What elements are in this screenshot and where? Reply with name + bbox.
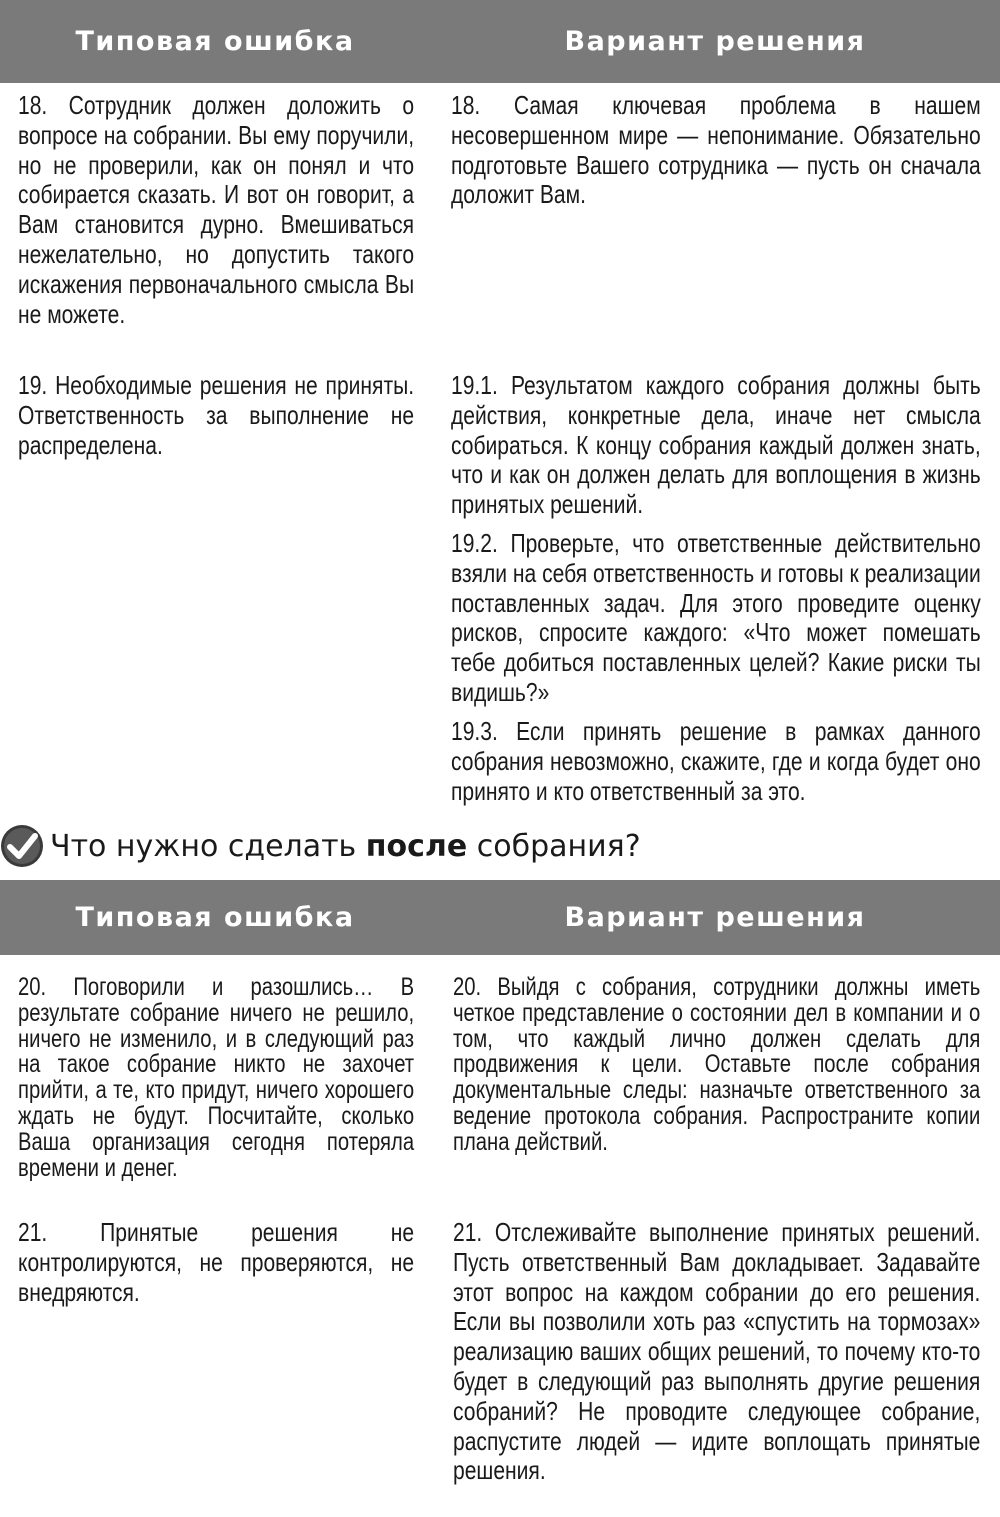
solution-19-2: 19.2. Проверьте, что ответственные действительно взяли на себя ответственность и готовы к реализации поставленных задач. Для этого проведите оценку рисков, спросите каждого: «Что может помешать тебе добиться поставленных целей? Какие риски ты видишь?»	[451, 528, 981, 707]
solution-19-3: 19.3. Если принять решение в рамках данного собрания невозможно, скажите, где и когда будет оно принято и кто ответственный за это.	[451, 716, 981, 806]
error-20: 20. Поговорили и разошлись… В результате собрание ничего не решило, ничего не изменило, и в следующий раз на такое собрание никто не захочет прийти, а те, кто придут, ничего хорошего ждать не будут. Посчитайте, сколько Ваша организация сегодня потеряла времени и денег.	[18, 973, 415, 1182]
table2-header-error: Типовая ошибка	[75, 902, 355, 933]
error-18: 18. Сотрудник должен доложить о вопросе на собрании. Вы ему поручили, но не проверили, как он понял и что собирается сказать. И вот он говорит, а Вам становится дурно. Вмешиваться нежелательно, но допустить такого искажения первоначального смысла Вы не можете.	[18, 90, 415, 329]
error-21: 21. Принятые решения не контролируются, не проверяются, не внедряются.	[18, 1217, 415, 1307]
section-title-before: Что нужно сделать	[50, 828, 366, 864]
table1-header	[0, 0, 1000, 83]
section-title	[0, 820, 641, 872]
table1-header-solution: Вариант решения	[564, 26, 866, 57]
checkmark-icon	[0, 824, 44, 868]
table1-header-error: Типовая ошибка	[75, 26, 355, 57]
solution-18: 18. Самая ключевая проблема в нашем несовершенном мире — непонимание. Обязательно подготовьте Вашего сотрудника — пусть он сначала доложит Вам.	[451, 90, 981, 210]
table2-header	[0, 880, 1000, 955]
solution-21: 21. Отслеживайте выполнение принятых решений. Пусть ответственный Вам докладывает. Задавайте этот вопрос на каждом собрании до его решения. Если вы позволили хоть раз «спустить на тормозах» реализацию ваших общих решений, то почему кто-то будет в следующий раз выполнять другие решения собраний? Не проводите следующее собрание, распустите людей — идите воплощать принятые решения.	[453, 1217, 981, 1486]
solution-20: 20. Выйдя с собрания, сотрудники должны иметь четкое представление о состоянии дел в компании и о том, что каждый лично должен сделать для продвижения к цели. Оставьте после собрания документальные следы: назначьте ответственного за ведение протокола собрания. Распространите копии плана действий.	[453, 973, 981, 1156]
error-19: 19. Необходимые решения не приняты. Ответственность за выполнение не распределена.	[18, 370, 415, 460]
solution-19-1: 19.1. Результатом каждого собрания должны быть действия, конкретные дела, иначе нет смысла собираться. К концу собрания каждый должен знать, что и как он должен делать для воплощения в жизнь принятых решений.	[451, 370, 981, 520]
section-title-after: собрания?	[467, 828, 641, 864]
table2-header-solution: Вариант решения	[564, 902, 866, 933]
section-title-bold: после	[365, 828, 468, 864]
